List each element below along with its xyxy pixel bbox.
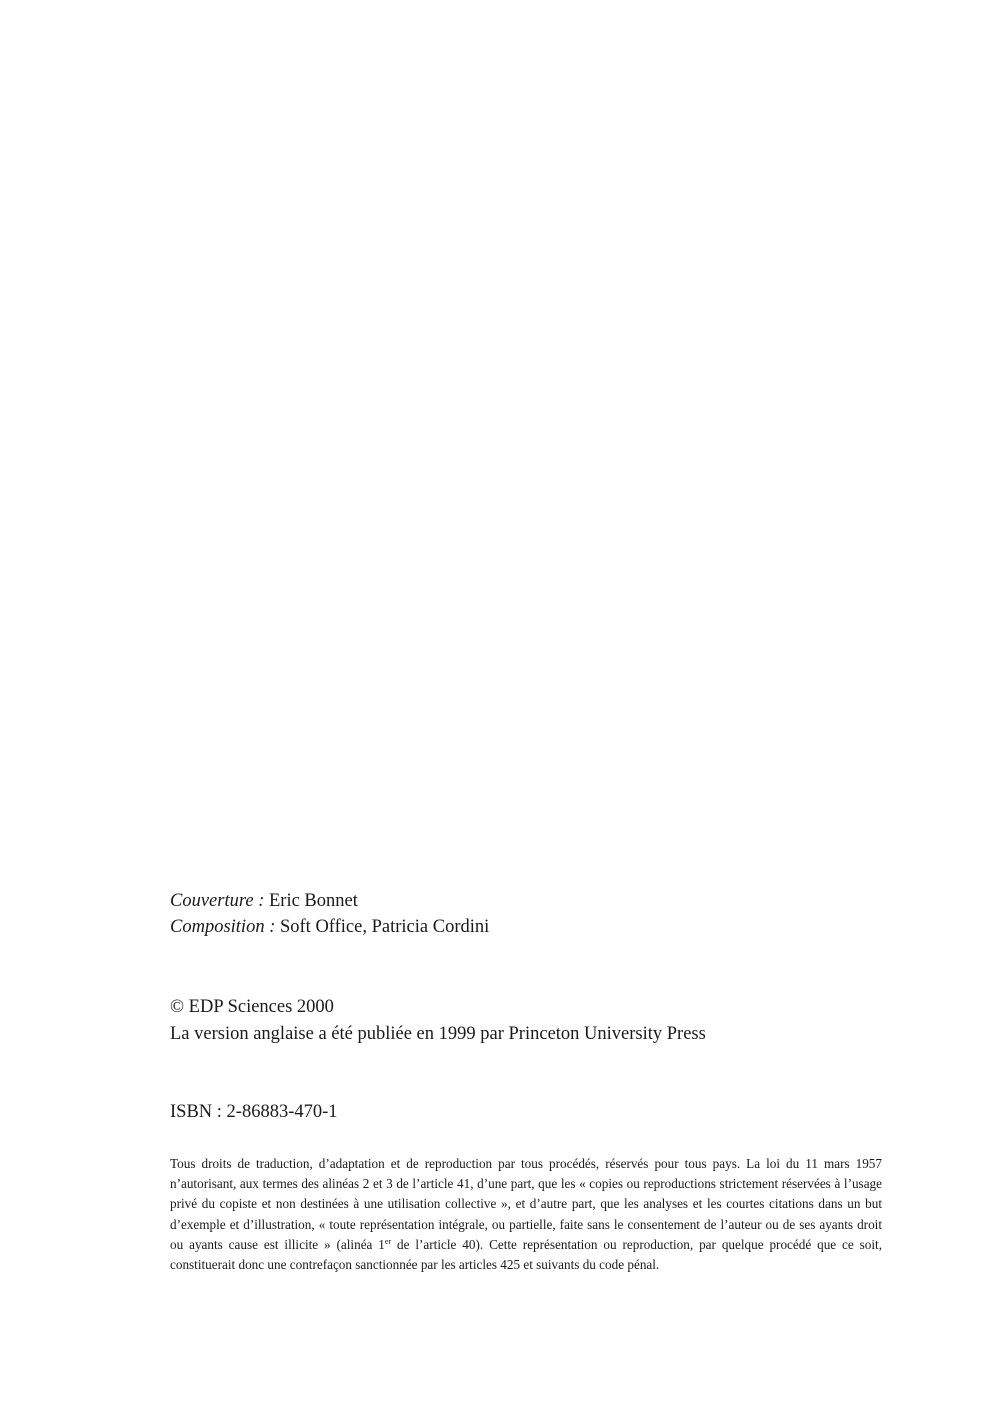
cover-credit-name: Eric Bonnet (269, 891, 358, 911)
legal-notice (170, 1154, 882, 1275)
isbn-number: ISBN : 2-86883-470-1 (170, 1102, 338, 1122)
copyright-notice: © EDP Sciences 2000 (170, 997, 334, 1017)
cover-credit (170, 888, 890, 914)
copyright-block (170, 994, 890, 1048)
legal-text-part-1: Tous droits de traduction, d’adaptation et de reproduction par tous procédés, réservés pour tous pays. La loi du 11 mars 1957 n’autorisant, aux termes des alinéas 2 et 3 de l’article 41, d’une part, que les « copies ou reproductions strictement réservées à l’usage privé du copiste et non destinées à une utilisation collective », et d’autre part, que les analyses et les courtes citations dans un but d’exemple et d’illustration, « toute représentation intégrale, ou partielle, faite sans le consentement de l’auteur ou de ses ayants droit ou ayants cause est illicite » (alinéa 1 (170, 1156, 882, 1252)
composition-credit-label: Composition : (170, 917, 276, 937)
credits-block (170, 888, 890, 940)
legal-superscript: er (384, 1236, 392, 1246)
cover-credit-label: Couverture : (170, 891, 265, 911)
composition-credit (170, 914, 890, 940)
legal-text-part-2: de l’article 40). Cette représentation ou reproduction, par quelque procédé que ce soit, constituerait donc une contrefaçon sanctionnée par les articles 425 et suivants du code pénal. (170, 1236, 883, 1273)
edition-note: La version anglaise a été publiée en 1999 par Princeton University Press (170, 1024, 706, 1044)
composition-credit-name: Soft Office, Patricia Cordini (279, 917, 490, 937)
